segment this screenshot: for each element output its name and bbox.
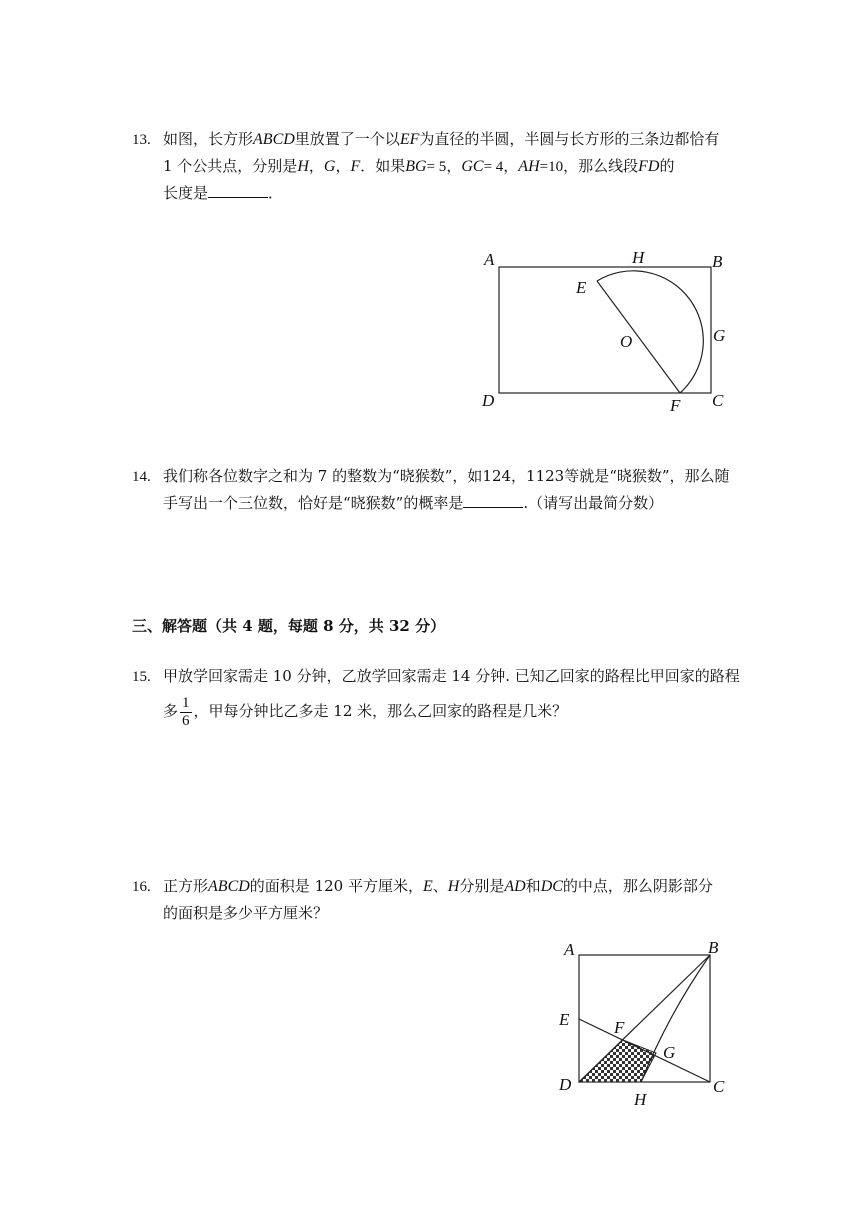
q13-line-1: 如图，长方形ABCD里放置了一个以EF为直径的半圆，半圆与长方形的三条边都恰有 xyxy=(163,130,720,148)
label-o: O xyxy=(620,332,633,351)
label-e: E xyxy=(576,278,587,297)
label-b: B xyxy=(708,938,719,957)
q15-line-1: 甲放学回家需走 10 分钟，乙放学回家需走 14 分钟. 已知乙回家的路程比甲回家的路程 xyxy=(163,667,740,685)
label-f: F xyxy=(614,1018,625,1037)
q15-number: 15. xyxy=(132,669,151,685)
q16-number: 16. xyxy=(132,879,151,895)
q14-line-1: 我们称各位数字之和为 7 的整数为“晓猴数”，如124，1123等就是“晓猴数”，那么随 xyxy=(163,467,730,485)
q16-line-1: 正方形ABCD的面积是 120 平方厘米，E、H分别是AD和DC的中点，那么阴影部分 xyxy=(163,877,713,895)
q16-line-2: 的面积是多少平方厘米？ xyxy=(163,904,329,922)
rectangle-abcd xyxy=(499,267,711,393)
label-b: B xyxy=(712,252,723,271)
q15-line-2: 多 $\frac{1}{6}$ ，甲每分钟比乙多走 12 米，那么乙回家的路程是几米？ xyxy=(163,694,568,729)
label-f: F xyxy=(670,396,681,415)
shaded-region xyxy=(579,1040,656,1082)
label-h: H xyxy=(634,1090,647,1109)
semicircle xyxy=(597,271,703,393)
q13-figure xyxy=(470,240,740,420)
q16-figure xyxy=(550,935,740,1110)
label-e: E xyxy=(559,1010,570,1029)
q13-line-3: 长度是 ． xyxy=(163,184,284,202)
fraction: $\frac{1}{6}$ xyxy=(182,694,190,729)
q13-line-2: 1 个公共点，分别是H，G，F．如果BG= 5，GC= 4，AH=10，那么线段FD的 xyxy=(163,157,675,175)
answer-blank xyxy=(463,493,523,508)
answer-blank xyxy=(208,183,268,198)
label-d: D xyxy=(482,391,495,410)
label-g: G xyxy=(663,1043,676,1062)
q14-number: 14. xyxy=(132,469,151,485)
label-a: A xyxy=(564,940,575,959)
diameter-ef xyxy=(597,281,680,393)
label-a: A xyxy=(484,250,495,269)
section-title: 三、解答题（共 4 题，每题 8 分，共 32 分） xyxy=(132,617,446,635)
label-h: H xyxy=(632,248,645,267)
label-d: D xyxy=(559,1075,572,1094)
q14-line-2: 手写出一个三位数，恰好是“晓猴数”的概率是 .（请写出最简分数） xyxy=(163,494,664,512)
q13-number: 13. xyxy=(132,132,151,148)
label-c: C xyxy=(712,391,724,410)
label-g: G xyxy=(713,326,726,345)
label-c: C xyxy=(713,1077,725,1096)
